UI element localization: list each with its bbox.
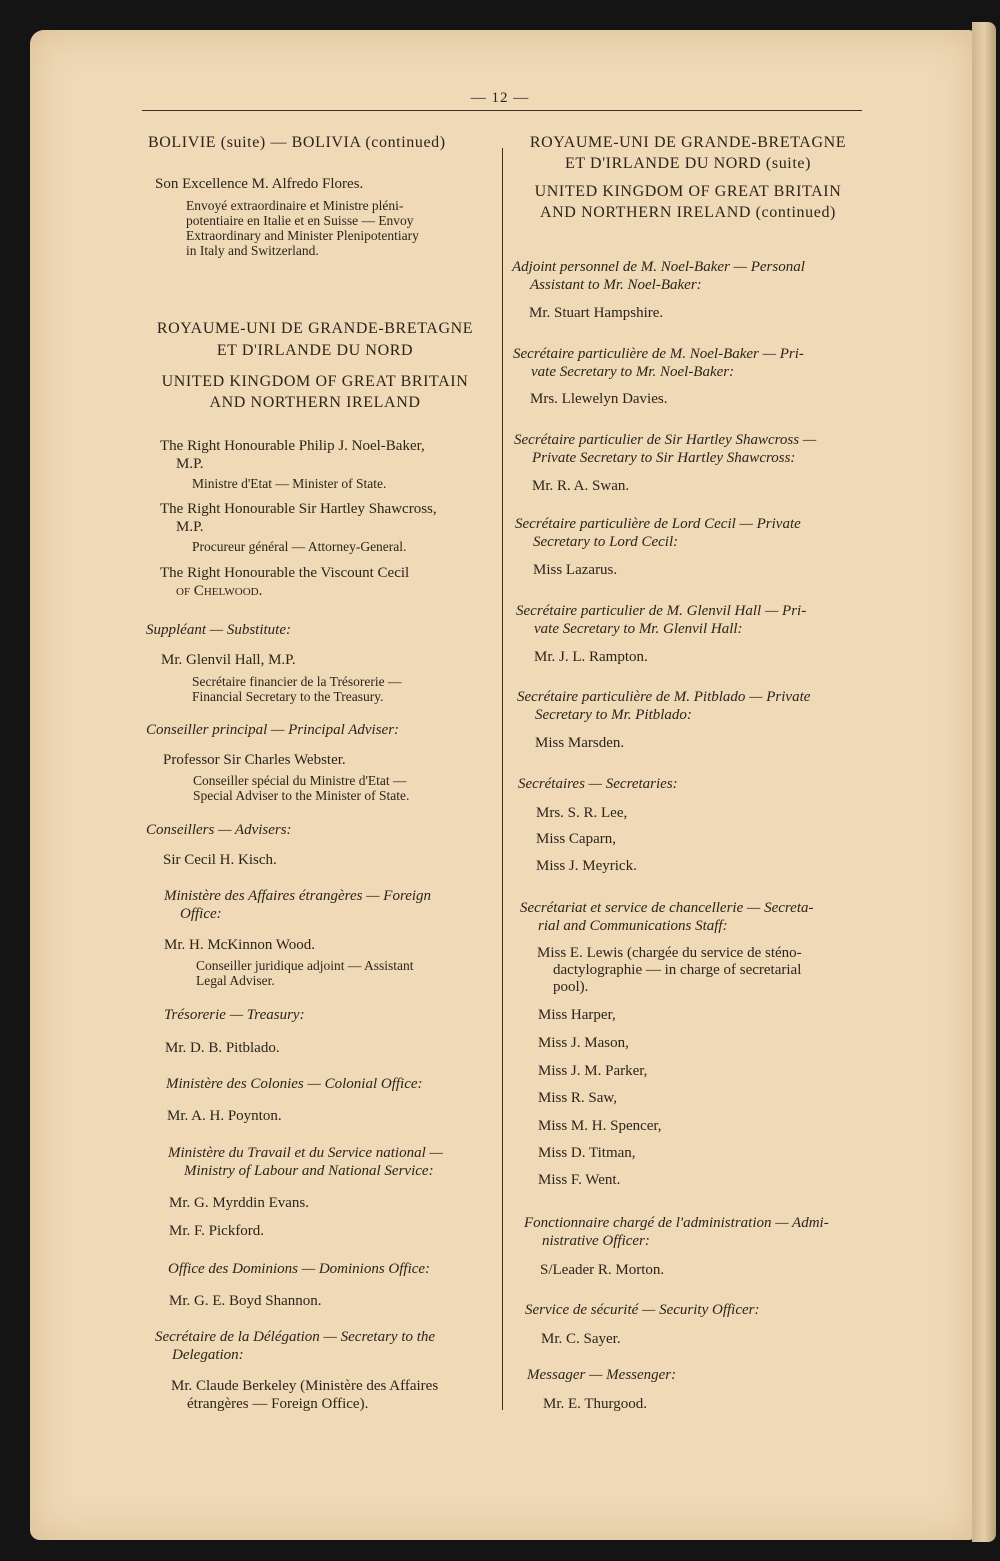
flores-title-3: Extraordinary and Minister Plenipotentiary — [186, 228, 419, 243]
principal-adviser-label: Conseiller principal — Principal Adviser: — [146, 722, 400, 738]
thurgood-name: Mr. E. Thurgood. — [543, 1396, 648, 1412]
secretariat-label-1: Secrétariat et service de chancellerie — Secreta- — [520, 900, 814, 916]
dominions-label: Office des Dominions — Dominions Office: — [168, 1261, 431, 1277]
swan-name: Mr. R. A. Swan. — [532, 478, 630, 494]
ps-hall-label-2: vate Secretary to Mr. Glenvil Hall: — [534, 621, 743, 637]
pickford-name: Mr. F. Pickford. — [169, 1223, 265, 1239]
uk-heading-en-1: UNITED KINGDOM OF GREAT BRITAIN — [161, 373, 469, 390]
mason-name: Miss J. Mason, — [538, 1035, 629, 1051]
ps-cecil-label-1: Secrétaire particulière de Lord Cecil — Private — [515, 516, 801, 532]
column-divider — [502, 148, 503, 1410]
secretaries-label: Secrétaires — Secretaries: — [518, 776, 678, 792]
kisch-name: Sir Cecil H. Kisch. — [163, 852, 277, 868]
hampshire-name: Mr. Stuart Hampshire. — [529, 305, 664, 321]
noel-baker-1: The Right Honourable Philip J. Noel-Baker, — [160, 438, 425, 454]
pitblado-name: Mr. D. B. Pitblado. — [165, 1040, 280, 1056]
shawcross-title: Procureur général — Attorney-General. — [192, 539, 407, 554]
flores-title-4: in Italy and Switzerland. — [186, 243, 319, 258]
advisers-label: Conseillers — Advisers: — [146, 822, 292, 838]
berkeley-2: étrangères — Foreign Office). — [187, 1396, 369, 1412]
lee-name: Mrs. S. R. Lee, — [536, 805, 628, 821]
ps-pitblado-label-1: Secrétaire particulière de M. Pitblado — Private — [517, 689, 811, 705]
shawcross-2: M.P. — [176, 519, 204, 535]
berkeley-1: Mr. Claude Berkeley (Ministère des Affaires — [171, 1378, 439, 1394]
flores-title-1: Envoyé extraordinaire et Ministre pléni- — [186, 198, 404, 213]
webster-name: Professor Sir Charles Webster. — [163, 752, 346, 768]
titman-name: Miss D. Titman, — [538, 1145, 636, 1161]
ps-pitblado-label-2: Secretary to Mr. Pitblado: — [535, 707, 692, 723]
substitute-label: Suppléant — Substitute: — [146, 622, 291, 638]
labour-label-2: Ministry of Labour and National Service: — [184, 1163, 434, 1179]
uk-cont-heading-en-1: UNITED KINGDOM OF GREAT BRITAIN — [534, 183, 842, 200]
uk-cont-heading-en-2: AND NORTHERN IRELAND (continued) — [540, 204, 836, 221]
noel-baker-2: M.P. — [176, 456, 204, 472]
treasury-label: Trésorerie — Treasury: — [164, 1007, 305, 1023]
webster-title-1: Conseiller spécial du Ministre d'Etat — — [193, 773, 407, 788]
uk-heading-fr-2: ET D'IRLANDE DU NORD — [216, 342, 414, 359]
hall-title-2: Financial Secretary to the Treasury. — [192, 689, 384, 704]
uk-cont-heading-fr-2: ET D'IRLANDE DU NORD (suite) — [564, 155, 812, 172]
delegation-secretary-label-1: Secrétaire de la Délégation — Secretary to the — [155, 1329, 436, 1345]
shannon-name: Mr. G. E. Boyd Shannon. — [169, 1293, 322, 1309]
lewis-3: pool). — [553, 979, 589, 995]
colonial-label: Ministère des Colonies — Colonial Office: — [166, 1076, 423, 1092]
delegation-secretary-label-2: Delegation: — [172, 1347, 244, 1363]
foreign-office-label-2: Office: — [180, 906, 222, 922]
ps-noel-label-2: vate Secretary to Mr. Noel-Baker: — [531, 364, 735, 380]
harper-name: Miss Harper, — [538, 1007, 616, 1023]
foreign-office-label-1: Ministère des Affaires étrangères — Foreign — [164, 888, 432, 904]
admin-label-2: nistrative Officer: — [542, 1233, 650, 1249]
header-rule — [142, 110, 862, 111]
page-edge — [972, 22, 996, 1542]
spencer-name: Miss M. H. Spencer, — [538, 1118, 662, 1134]
ps-hall-label-1: Secrétaire particulier de M. Glenvil Hall — Pri- — [516, 603, 807, 619]
ps-noel-label-1: Secrétaire particulière de M. Noel-Baker — Pri- — [513, 346, 804, 362]
uk-cont-heading-fr-1: ROYAUME-UNI DE GRANDE-BRETAGNE — [529, 134, 847, 151]
wood-title-1: Conseiller juridique adjoint — Assistant — [196, 958, 414, 973]
labour-label-1: Ministère du Travail et du Service national — — [168, 1145, 443, 1161]
caparn-name: Miss Caparn, — [536, 831, 616, 847]
wood-name: Mr. H. McKinnon Wood. — [164, 937, 316, 953]
parker-name: Miss J. M. Parker, — [538, 1063, 648, 1079]
secretariat-label-2: rial and Communications Staff: — [538, 918, 728, 934]
rampton-name: Mr. J. L. Rampton. — [534, 649, 648, 665]
admin-label-1: Fonctionnaire chargé de l'administration — Admi- — [524, 1215, 829, 1231]
marsden-name: Miss Marsden. — [535, 735, 625, 751]
wood-title-2: Legal Adviser. — [196, 973, 275, 988]
pa-noel-label-2: Assistant to Mr. Noel-Baker: — [530, 277, 702, 293]
ps-cecil-label-2: Secretary to Lord Cecil: — [533, 534, 679, 550]
page-number: — 12 — — [470, 90, 530, 106]
flores-title-2: potentiaire en Italie et en Suisse — Envoy — [186, 213, 414, 228]
noel-baker-title: Ministre d'Etat — Minister of State. — [192, 476, 387, 491]
bolivia-heading: BOLIVIE (suite) — BOLIVIA (continued) — [148, 134, 446, 151]
hall-title-1: Secrétaire financier de la Trésorerie — — [192, 674, 402, 689]
cecil-2: of Chelwood. — [176, 583, 263, 599]
pa-noel-label-1: Adjoint personnel de M. Noel-Baker — Personal — [512, 259, 805, 275]
ps-shawcross-label-2: Private Secretary to Sir Hartley Shawcross: — [532, 450, 796, 466]
davies-name: Mrs. Llewelyn Davies. — [530, 391, 668, 407]
uk-heading-fr-1: ROYAUME-UNI DE GRANDE-BRETAGNE — [156, 320, 474, 337]
morton-name: S/Leader R. Morton. — [540, 1262, 665, 1278]
hall-name: Mr. Glenvil Hall, M.P. — [161, 652, 296, 668]
messenger-label: Messager — Messenger: — [527, 1367, 677, 1383]
webster-title-2: Special Adviser to the Minister of State. — [193, 788, 410, 803]
uk-heading-en-2: AND NORTHERN IRELAND — [209, 394, 421, 411]
meyrick-name: Miss J. Meyrick. — [536, 858, 637, 874]
poynton-name: Mr. A. H. Poynton. — [167, 1108, 282, 1124]
flores-name: Son Excellence M. Alfredo Flores. — [155, 176, 364, 192]
lewis-2: dactylographie — in charge of secretarial — [553, 962, 802, 978]
cecil-1: The Right Honourable the Viscount Cecil — [160, 565, 410, 581]
security-label: Service de sécurité — Security Officer: — [525, 1302, 760, 1318]
ps-shawcross-label-1: Secrétaire particulier de Sir Hartley Shawcross — — [514, 432, 817, 448]
evans-name: Mr. G. Myrddin Evans. — [169, 1195, 309, 1211]
sayer-name: Mr. C. Sayer. — [541, 1331, 621, 1347]
lewis-1: Miss E. Lewis (chargée du service de sténo- — [537, 945, 802, 961]
lazarus-name: Miss Lazarus. — [533, 562, 618, 578]
went-name: Miss F. Went. — [538, 1172, 621, 1188]
saw-name: Miss R. Saw, — [538, 1090, 618, 1106]
shawcross-1: The Right Honourable Sir Hartley Shawcross, — [160, 501, 437, 517]
